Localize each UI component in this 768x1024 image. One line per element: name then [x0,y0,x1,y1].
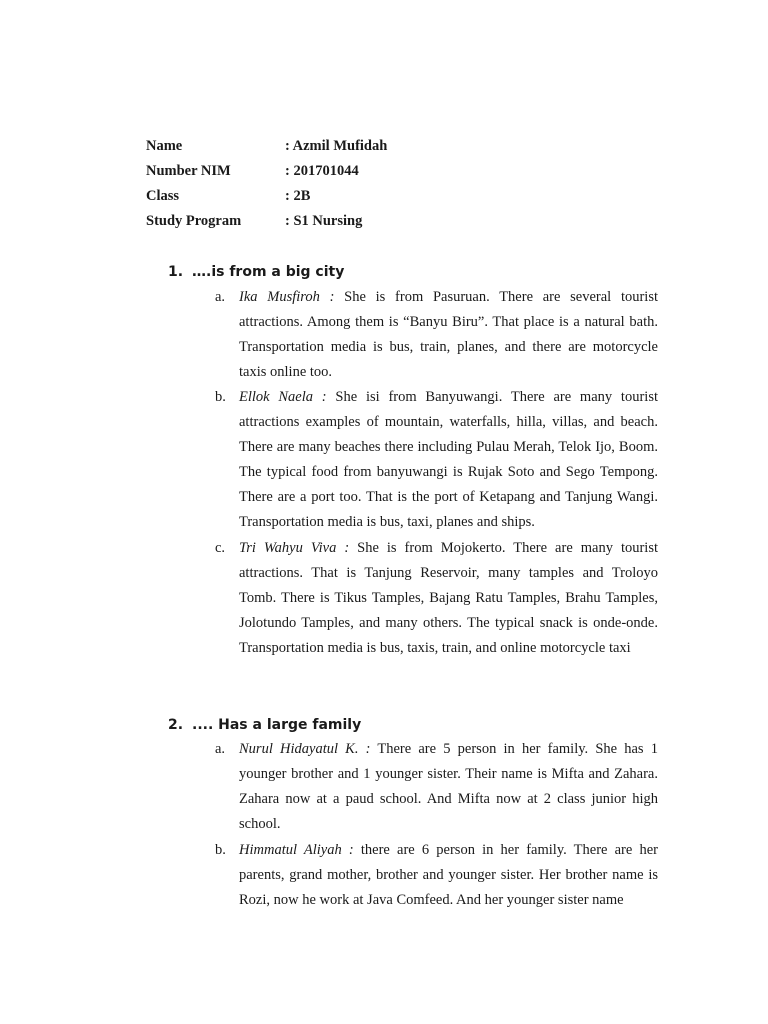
answer-text: She is from Pasuruan. There are several tourist attractions. Among them is “Banyu Biru”. That place is a natural bath. Transportation media is bus, train, planes, and there are motorcycle taxis online too. [239,289,658,380]
answer-person-name: Ellok Naela : [239,389,327,405]
info-row-nim [146,161,387,186]
question-number: 1. [168,264,184,280]
info-row-name [146,136,387,161]
answer-body [239,737,658,837]
answer-text: there are 6 person in her family. There are her parents, grand mother, brother and younger sister. Her brother name is Rozi, now he work at Java Comfeed. And her younger sister name [239,842,658,908]
info-label: Study Program [146,213,242,229]
answer-letter: a. [215,741,226,757]
answer-body [239,838,658,913]
answer-item [215,285,658,385]
info-row-study-program [146,211,387,236]
answer-item [215,737,658,837]
answer-text: She isi from Banyuwangi. There are many tourist attractions examples of mountain, waterfalls, hilla, villas, and beach. There are many beaches there including Pulau Merah, Telok Ijo, Boom. The typical food from banyuwangi is Rujak Soto and Sego Tempong. There are a port too. That is the port of Ketapang and Tanjung Wangi. Transportation media is bus, taxi, planes and ships. [239,389,658,530]
question-heading-1 [168,262,344,282]
student-info [146,136,387,236]
question-title: ….is from a big city [192,264,345,280]
info-label: Class [146,188,180,204]
answer-item [215,838,658,913]
answer-text: She is from Mojokerto. There are many tourist attractions. That is Tanjung Reservoir, many tamples and Troloyo Tomb. There is Tikus Tamples, Bajang Ratu Tamples, Brahu Tamples, Jolotundo Tamples, and many others. The typical snack is onde-onde. Transportation media is bus, taxis, train, and online motorcycle taxi [239,540,658,656]
info-value: : 201701044 [285,163,359,179]
answer-item [215,536,658,661]
answer-body [239,285,658,385]
answer-text: There are 5 person in her family. She has 1 younger brother and 1 younger sister. Their name is Mifta and Zahara. Zahara now at a paud school. And Mifta now at 2 class junior high school. [239,741,658,832]
info-label: Name [146,138,183,154]
answer-body [239,536,658,661]
answer-person-name: Ika Musfiroh : [239,289,335,305]
question-number: 2. [168,717,184,733]
question-heading-2 [168,715,361,735]
info-value: : Azmil Mufidah [285,138,388,154]
info-value: : 2B [285,188,311,204]
answer-letter: a. [215,289,226,305]
answer-person-name: Nurul Hidayatul K. : [239,741,371,757]
answer-item [215,385,658,535]
question-title: .... Has a large family [192,717,362,733]
answer-letter: b. [215,842,226,858]
info-label: Number NIM [146,163,231,179]
answer-letter: c. [215,540,226,556]
info-value: : S1 Nursing [285,213,363,229]
answer-letter: b. [215,389,226,405]
answer-body [239,385,658,535]
answer-person-name: Himmatul Aliyah : [239,842,354,858]
info-row-class [146,186,387,211]
answer-person-name: Tri Wahyu Viva : [239,540,350,556]
